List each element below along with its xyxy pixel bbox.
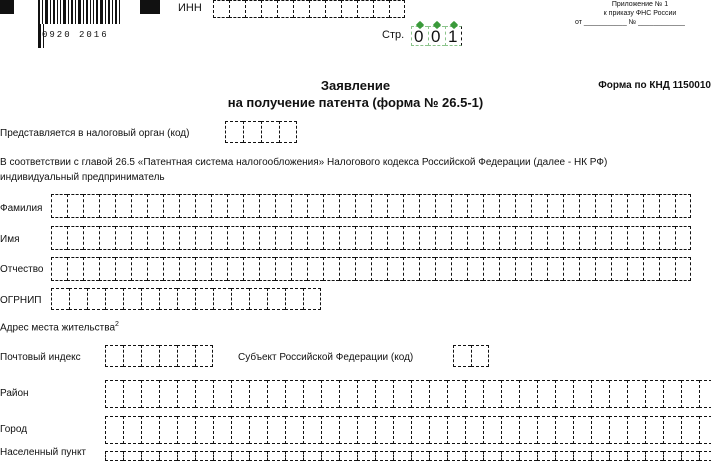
- char-cell[interactable]: [531, 257, 547, 281]
- char-cell[interactable]: [123, 345, 141, 367]
- char-cell[interactable]: [663, 380, 681, 408]
- address-note: 2: [115, 321, 119, 328]
- char-cell[interactable]: [291, 257, 307, 281]
- char-cell[interactable]: [163, 194, 179, 218]
- char-cell[interactable]: [563, 257, 579, 281]
- char-cell[interactable]: [555, 416, 573, 444]
- char-cell[interactable]: [285, 451, 303, 461]
- char-cell[interactable]: [141, 451, 159, 461]
- char-cell[interactable]: [339, 451, 357, 461]
- appendix-line1: Приложение № 1: [611, 1, 669, 8]
- char-cell[interactable]: [681, 380, 699, 408]
- char-cell[interactable]: [387, 226, 403, 250]
- char-cell[interactable]: [371, 257, 387, 281]
- district-field[interactable]: [105, 380, 711, 408]
- char-cell[interactable]: [267, 288, 285, 310]
- char-cell[interactable]: [663, 416, 681, 444]
- char-cell[interactable]: [179, 226, 195, 250]
- char-cell[interactable]: [499, 194, 515, 218]
- char-cell[interactable]: [285, 416, 303, 444]
- region-field[interactable]: [453, 345, 489, 367]
- char-cell[interactable]: [83, 257, 99, 281]
- char-cell[interactable]: [177, 345, 195, 367]
- char-cell[interactable]: [471, 345, 489, 367]
- char-cell[interactable]: [595, 194, 611, 218]
- char-cell[interactable]: [611, 226, 627, 250]
- char-cell[interactable]: [435, 226, 451, 250]
- char-cell[interactable]: [531, 194, 547, 218]
- char-cell[interactable]: [579, 194, 595, 218]
- char-cell[interactable]: [249, 416, 267, 444]
- char-cell[interactable]: [451, 257, 467, 281]
- char-cell[interactable]: [627, 194, 643, 218]
- char-cell[interactable]: [147, 257, 163, 281]
- char-cell[interactable]: [339, 257, 355, 281]
- settlement-label: Населенный пункт: [0, 447, 87, 458]
- char-cell[interactable]: [213, 451, 231, 461]
- char-cell[interactable]: [609, 380, 627, 408]
- char-cell[interactable]: [303, 288, 321, 310]
- char-cell[interactable]: [627, 257, 643, 281]
- char-cell[interactable]: [447, 416, 465, 444]
- patronymic-field[interactable]: [51, 257, 691, 281]
- char-cell[interactable]: [451, 226, 467, 250]
- char-cell[interactable]: [429, 416, 447, 444]
- char-cell[interactable]: [499, 226, 515, 250]
- char-cell[interactable]: [259, 226, 275, 250]
- city-field[interactable]: [105, 416, 711, 444]
- char-cell[interactable]: [467, 194, 483, 218]
- char-cell[interactable]: [627, 451, 645, 461]
- char-cell[interactable]: [303, 416, 321, 444]
- char-cell[interactable]: [275, 257, 291, 281]
- char-cell[interactable]: [131, 194, 147, 218]
- char-cell[interactable]: [303, 451, 321, 461]
- char-cell[interactable]: [483, 380, 501, 408]
- char-cell[interactable]: [403, 257, 419, 281]
- char-cell[interactable]: [411, 416, 429, 444]
- char-cell[interactable]: [609, 451, 627, 461]
- char-cell[interactable]: [355, 257, 371, 281]
- char-cell[interactable]: [357, 380, 375, 408]
- char-cell[interactable]: [83, 226, 99, 250]
- char-cell[interactable]: [147, 226, 163, 250]
- char-cell[interactable]: [375, 380, 393, 408]
- ogrnip-label: ОГРНИП: [0, 295, 42, 306]
- char-cell[interactable]: [159, 416, 177, 444]
- char-cell[interactable]: [195, 345, 213, 367]
- char-cell[interactable]: [141, 380, 159, 408]
- char-cell[interactable]: [51, 226, 67, 250]
- char-cell[interactable]: [51, 194, 67, 218]
- barcode-marker-right: [140, 0, 160, 14]
- char-cell[interactable]: [387, 194, 403, 218]
- char-cell[interactable]: [67, 194, 83, 218]
- char-cell[interactable]: [537, 451, 555, 461]
- char-cell[interactable]: [393, 416, 411, 444]
- char-cell[interactable]: [275, 194, 291, 218]
- char-cell[interactable]: [515, 257, 531, 281]
- char-cell[interactable]: [375, 451, 393, 461]
- char-cell[interactable]: [659, 194, 675, 218]
- char-cell[interactable]: [627, 416, 645, 444]
- knd-code: Форма по КНД 1150010: [598, 80, 711, 91]
- char-cell[interactable]: [177, 288, 195, 310]
- char-cell[interactable]: [573, 416, 591, 444]
- char-cell[interactable]: [609, 416, 627, 444]
- barcode-marker: [0, 0, 14, 14]
- char-cell[interactable]: [141, 345, 159, 367]
- char-cell[interactable]: [375, 416, 393, 444]
- char-cell[interactable]: [339, 380, 357, 408]
- appendix-line3: от ___________ № ____________: [575, 19, 685, 26]
- char-cell[interactable]: [447, 451, 465, 461]
- char-cell[interactable]: [243, 257, 259, 281]
- char-cell[interactable]: [131, 257, 147, 281]
- char-cell[interactable]: [483, 416, 501, 444]
- char-cell[interactable]: [291, 226, 307, 250]
- char-cell[interactable]: [159, 380, 177, 408]
- char-cell[interactable]: [213, 380, 231, 408]
- char-cell[interactable]: [105, 288, 123, 310]
- intro-text-2: индивидуальный предприниматель: [0, 172, 165, 183]
- char-cell[interactable]: [195, 194, 211, 218]
- char-cell[interactable]: [501, 380, 519, 408]
- page-digit-3-text: 1: [448, 27, 458, 46]
- char-cell[interactable]: [307, 226, 323, 250]
- char-cell[interactable]: [645, 416, 663, 444]
- char-cell[interactable]: [227, 257, 243, 281]
- char-cell[interactable]: [591, 380, 609, 408]
- char-cell[interactable]: [285, 288, 303, 310]
- char-cell[interactable]: [595, 257, 611, 281]
- page-digit-1-text: 0: [414, 27, 424, 46]
- char-cell[interactable]: [115, 257, 131, 281]
- char-cell[interactable]: [501, 416, 519, 444]
- address-label-text: Адрес места жительства: [0, 322, 116, 334]
- settlement-field[interactable]: [105, 451, 711, 461]
- char-cell[interactable]: [285, 380, 303, 408]
- char-cell[interactable]: [131, 226, 147, 250]
- surname-field[interactable]: [51, 194, 691, 218]
- char-cell[interactable]: [123, 451, 141, 461]
- char-cell[interactable]: [243, 226, 259, 250]
- char-cell[interactable]: [267, 416, 285, 444]
- char-cell[interactable]: [465, 380, 483, 408]
- char-cell[interactable]: [483, 451, 501, 461]
- char-cell[interactable]: [321, 451, 339, 461]
- char-cell[interactable]: [291, 194, 307, 218]
- char-cell[interactable]: [663, 451, 681, 461]
- appendix-from-label: от: [575, 19, 582, 26]
- barcode-number: 0920 2016: [42, 30, 109, 40]
- region-label: Субъект Российской Федерации (код): [238, 352, 414, 363]
- char-cell[interactable]: [275, 226, 291, 250]
- char-cell[interactable]: [227, 194, 243, 218]
- char-cell[interactable]: [419, 257, 435, 281]
- postal-field[interactable]: [105, 345, 213, 367]
- char-cell[interactable]: [453, 345, 471, 367]
- char-cell[interactable]: [87, 288, 105, 310]
- char-cell[interactable]: [307, 194, 323, 218]
- char-cell[interactable]: [699, 416, 711, 444]
- char-cell[interactable]: [249, 451, 267, 461]
- char-cell[interactable]: [447, 380, 465, 408]
- inn-label: ИНН: [178, 2, 202, 14]
- char-cell[interactable]: [537, 416, 555, 444]
- page-label: Стр.: [382, 29, 405, 41]
- char-cell[interactable]: [147, 194, 163, 218]
- char-cell[interactable]: [555, 451, 573, 461]
- char-cell[interactable]: [159, 345, 177, 367]
- inn-field[interactable]: [213, 0, 405, 18]
- char-cell[interactable]: [371, 226, 387, 250]
- page-digit-3[interactable]: [445, 26, 462, 46]
- char-cell[interactable]: [195, 288, 213, 310]
- char-cell[interactable]: [177, 416, 195, 444]
- char-cell[interactable]: [259, 257, 275, 281]
- char-cell[interactable]: [323, 226, 339, 250]
- ogrnip-field[interactable]: [51, 288, 321, 310]
- char-cell[interactable]: [579, 226, 595, 250]
- char-cell[interactable]: [563, 194, 579, 218]
- char-cell[interactable]: [303, 380, 321, 408]
- char-cell[interactable]: [419, 226, 435, 250]
- char-cell[interactable]: [123, 288, 141, 310]
- char-cell[interactable]: [243, 194, 259, 218]
- char-cell[interactable]: [163, 226, 179, 250]
- page-digit-2[interactable]: [428, 26, 445, 46]
- char-cell[interactable]: [249, 288, 267, 310]
- char-cell[interactable]: [675, 226, 691, 250]
- char-cell[interactable]: [51, 288, 69, 310]
- char-cell[interactable]: [699, 380, 711, 408]
- char-cell[interactable]: [643, 257, 659, 281]
- char-cell[interactable]: [355, 226, 371, 250]
- char-cell[interactable]: [467, 257, 483, 281]
- city-label: Город: [0, 424, 28, 435]
- char-cell[interactable]: [195, 416, 213, 444]
- district-label: Район: [0, 388, 29, 399]
- char-cell[interactable]: [645, 380, 663, 408]
- char-cell[interactable]: [179, 257, 195, 281]
- char-cell[interactable]: [231, 380, 249, 408]
- char-cell[interactable]: [249, 380, 267, 408]
- char-cell[interactable]: [321, 416, 339, 444]
- address-label: [0, 321, 119, 333]
- char-cell[interactable]: [627, 380, 645, 408]
- char-cell[interactable]: [321, 380, 339, 408]
- char-cell[interactable]: [501, 451, 519, 461]
- barcode: [0, 0, 122, 30]
- char-cell[interactable]: [67, 257, 83, 281]
- char-cell[interactable]: [573, 451, 591, 461]
- char-cell[interactable]: [307, 257, 323, 281]
- name-label: Имя: [0, 234, 20, 245]
- char-cell[interactable]: [659, 257, 675, 281]
- char-cell[interactable]: [141, 416, 159, 444]
- char-cell[interactable]: [357, 451, 375, 461]
- char-cell[interactable]: [83, 194, 99, 218]
- char-cell[interactable]: [563, 226, 579, 250]
- intro-text: В соответствии с главой 26.5 «Патентная система налогообложения» Налогового кодекса Российской Федерации (далее - НК РФ): [0, 157, 608, 168]
- char-cell[interactable]: [99, 257, 115, 281]
- name-field[interactable]: [51, 226, 691, 250]
- char-cell[interactable]: [67, 226, 83, 250]
- page-digit-2-text: 0: [431, 27, 441, 46]
- char-cell[interactable]: [465, 451, 483, 461]
- char-cell[interactable]: [105, 451, 123, 461]
- char-cell[interactable]: [645, 451, 663, 461]
- char-cell[interactable]: [403, 226, 419, 250]
- tax-authority-field[interactable]: [225, 121, 297, 143]
- char-cell[interactable]: [411, 451, 429, 461]
- char-cell[interactable]: [531, 226, 547, 250]
- char-cell[interactable]: [339, 226, 355, 250]
- char-cell[interactable]: [211, 226, 227, 250]
- char-cell[interactable]: [267, 380, 285, 408]
- patronymic-label: Отчество: [0, 264, 44, 275]
- char-cell[interactable]: [547, 257, 563, 281]
- char-cell[interactable]: [195, 380, 213, 408]
- page-digit-1[interactable]: [411, 26, 428, 46]
- char-cell[interactable]: [267, 451, 285, 461]
- char-cell[interactable]: [595, 226, 611, 250]
- char-cell[interactable]: [99, 226, 115, 250]
- char-cell[interactable]: [643, 194, 659, 218]
- char-cell[interactable]: [483, 226, 499, 250]
- char-cell[interactable]: [123, 380, 141, 408]
- char-cell[interactable]: [499, 257, 515, 281]
- char-cell[interactable]: [323, 194, 339, 218]
- char-cell[interactable]: [227, 226, 243, 250]
- char-cell[interactable]: [213, 288, 231, 310]
- char-cell[interactable]: [555, 380, 573, 408]
- char-cell[interactable]: [483, 194, 499, 218]
- tax-authority-label: Представляется в налоговый орган (код): [0, 128, 190, 139]
- char-cell[interactable]: [195, 451, 213, 461]
- char-cell[interactable]: [411, 380, 429, 408]
- char-cell[interactable]: [465, 416, 483, 444]
- char-cell[interactable]: [627, 226, 643, 250]
- char-cell[interactable]: [515, 194, 531, 218]
- char-cell[interactable]: [393, 451, 411, 461]
- char-cell[interactable]: [681, 451, 699, 461]
- char-cell[interactable]: [611, 194, 627, 218]
- char-cell[interactable]: [515, 226, 531, 250]
- char-cell[interactable]: [675, 257, 691, 281]
- char-cell[interactable]: [123, 416, 141, 444]
- appendix-note: [575, 0, 705, 27]
- char-cell[interactable]: [105, 345, 123, 367]
- char-cell[interactable]: [259, 194, 275, 218]
- char-cell[interactable]: [163, 257, 179, 281]
- char-cell[interactable]: [591, 451, 609, 461]
- char-cell[interactable]: [659, 226, 675, 250]
- char-cell[interactable]: [435, 194, 451, 218]
- form-subtitle: на получение патента (форма № 26.5-1): [227, 95, 484, 110]
- char-cell[interactable]: [159, 451, 177, 461]
- char-cell[interactable]: [537, 380, 555, 408]
- char-cell[interactable]: [177, 380, 195, 408]
- char-cell[interactable]: [429, 451, 447, 461]
- char-cell[interactable]: [323, 257, 339, 281]
- char-cell[interactable]: [179, 194, 195, 218]
- char-cell[interactable]: [429, 380, 447, 408]
- char-cell[interactable]: [699, 451, 711, 461]
- char-cell[interactable]: [357, 416, 375, 444]
- char-cell[interactable]: [355, 194, 371, 218]
- char-cell[interactable]: [213, 416, 231, 444]
- char-cell[interactable]: [519, 416, 537, 444]
- char-cell[interactable]: [231, 451, 249, 461]
- char-cell[interactable]: [69, 288, 87, 310]
- char-cell[interactable]: [141, 288, 159, 310]
- char-cell[interactable]: [159, 288, 177, 310]
- char-cell[interactable]: [547, 226, 563, 250]
- char-cell[interactable]: [231, 288, 249, 310]
- char-cell[interactable]: [519, 451, 537, 461]
- appendix-line2: к приказу ФНС России: [603, 10, 677, 17]
- char-cell[interactable]: [99, 194, 115, 218]
- char-cell[interactable]: [611, 257, 627, 281]
- surname-label: Фамилия: [0, 203, 43, 214]
- char-cell[interactable]: [519, 380, 537, 408]
- char-cell[interactable]: [579, 257, 595, 281]
- char-cell[interactable]: [211, 257, 227, 281]
- char-cell[interactable]: [573, 380, 591, 408]
- char-cell[interactable]: [195, 226, 211, 250]
- char-cell[interactable]: [387, 257, 403, 281]
- page-number-field[interactable]: [411, 26, 462, 46]
- char-cell[interactable]: [403, 194, 419, 218]
- char-cell[interactable]: [195, 257, 211, 281]
- char-cell[interactable]: [115, 194, 131, 218]
- char-cell[interactable]: [591, 416, 609, 444]
- char-cell[interactable]: [339, 416, 357, 444]
- char-cell[interactable]: [483, 257, 499, 281]
- barcode-bars: [38, 0, 122, 48]
- char-cell[interactable]: [643, 226, 659, 250]
- char-cell[interactable]: [51, 257, 67, 281]
- char-cell[interactable]: [211, 194, 227, 218]
- char-cell[interactable]: [451, 194, 467, 218]
- char-cell[interactable]: [339, 194, 355, 218]
- char-cell[interactable]: [231, 416, 249, 444]
- char-cell[interactable]: [675, 194, 691, 218]
- char-cell[interactable]: [467, 226, 483, 250]
- postal-label: Почтовый индекс: [0, 352, 81, 363]
- char-cell[interactable]: [419, 194, 435, 218]
- char-cell[interactable]: [115, 226, 131, 250]
- char-cell[interactable]: [547, 194, 563, 218]
- char-cell[interactable]: [393, 380, 411, 408]
- appendix-num-label: №: [628, 19, 637, 26]
- char-cell[interactable]: [435, 257, 451, 281]
- char-cell[interactable]: [105, 416, 123, 444]
- form-title: Заявление: [320, 78, 391, 93]
- char-cell[interactable]: [371, 194, 387, 218]
- char-cell[interactable]: [681, 416, 699, 444]
- char-cell[interactable]: [177, 451, 195, 461]
- char-cell[interactable]: [105, 380, 123, 408]
